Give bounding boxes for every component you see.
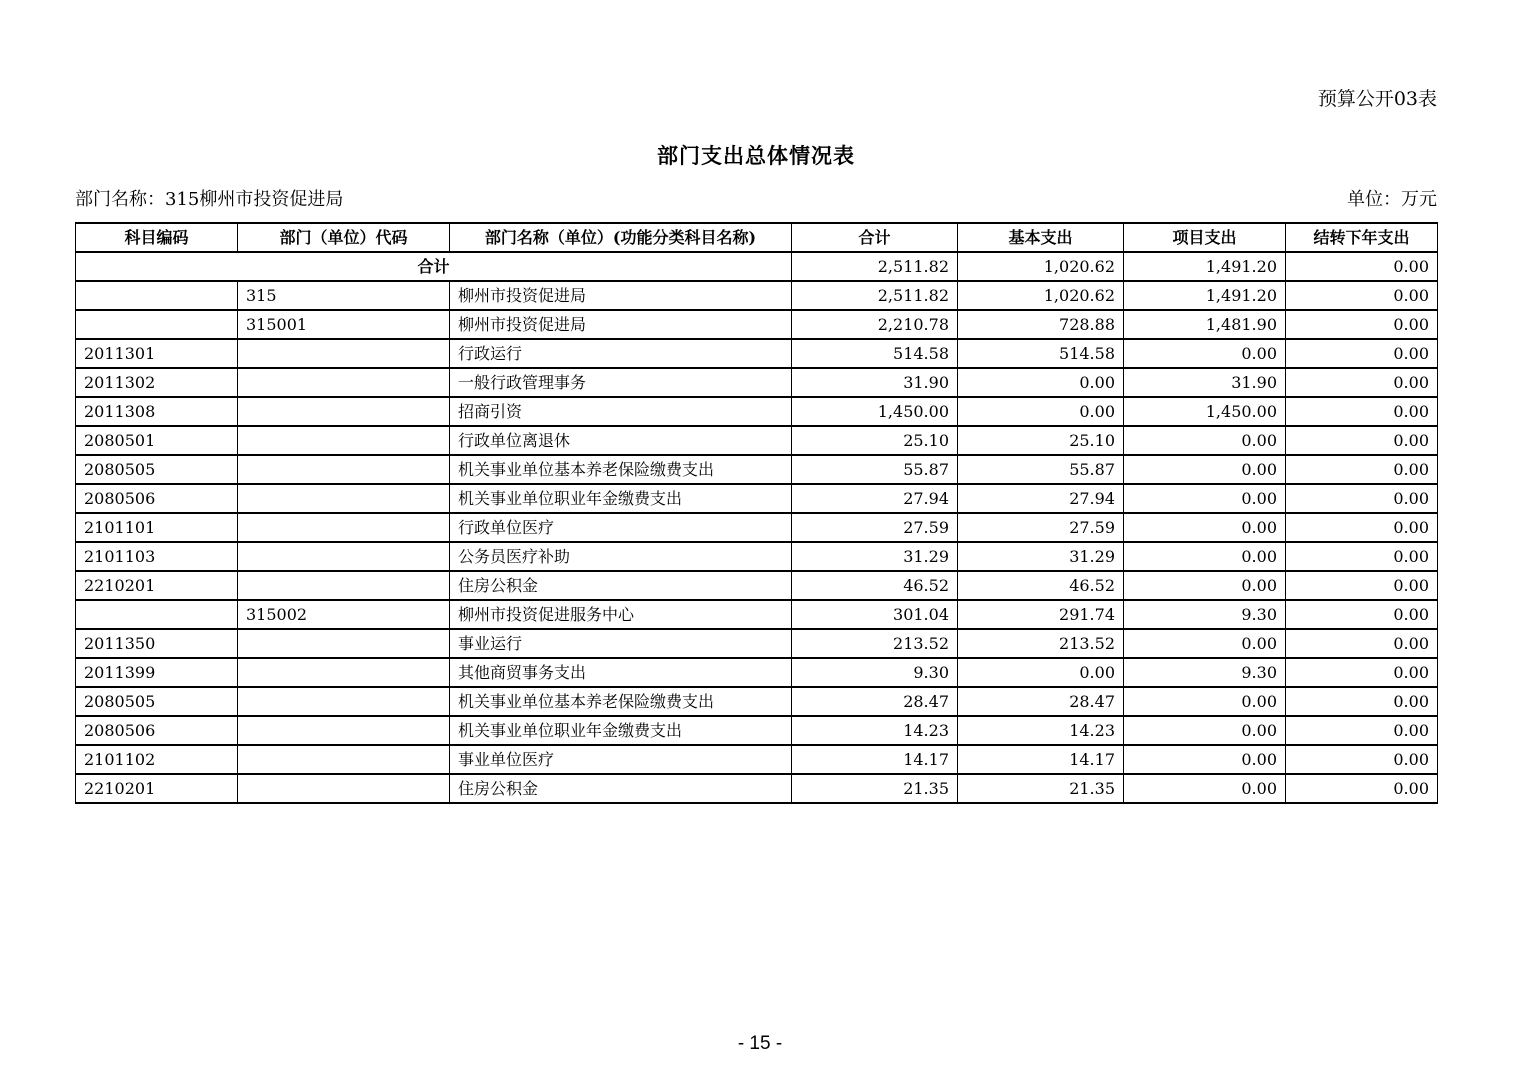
total-cell: 27.59: [792, 513, 958, 542]
col-header-project-expense: 项目支出: [1124, 223, 1286, 252]
subject-code-cell: 2080506: [76, 716, 238, 745]
total-cell: 31.90: [792, 368, 958, 397]
table-row: [76, 397, 1438, 426]
total-row: [76, 252, 1438, 281]
total-row-project-cell: 1,491.20: [1124, 252, 1286, 281]
total-cell: 25.10: [792, 426, 958, 455]
basic-expense-cell: 0.00: [958, 658, 1124, 687]
total-cell: 1,450.00: [792, 397, 958, 426]
dept-code-cell: [238, 658, 450, 687]
carryover-cell: 0.00: [1286, 310, 1438, 339]
subject-code-cell: 2210201: [76, 571, 238, 600]
dept-code-cell: [238, 745, 450, 774]
project-expense-cell: 31.90: [1124, 368, 1286, 397]
project-expense-cell: 1,450.00: [1124, 397, 1286, 426]
dept-code-cell: [238, 455, 450, 484]
basic-expense-cell: 27.94: [958, 484, 1124, 513]
carryover-cell: 0.00: [1286, 484, 1438, 513]
subject-code-cell: 2210201: [76, 774, 238, 803]
carryover-cell: 0.00: [1286, 397, 1438, 426]
form-number-label: 预算公开03表: [1317, 88, 1437, 110]
expenditure-table-body: [76, 252, 1438, 803]
basic-expense-cell: 728.88: [958, 310, 1124, 339]
carryover-cell: 0.00: [1286, 745, 1438, 774]
total-cell: 9.30: [792, 658, 958, 687]
basic-expense-cell: 0.00: [958, 397, 1124, 426]
dept-code-cell: [238, 339, 450, 368]
carryover-cell: 0.00: [1286, 281, 1438, 310]
dept-name-cell: 行政单位离退休: [450, 426, 792, 455]
project-expense-cell: 0.00: [1124, 542, 1286, 571]
total-cell: 514.58: [792, 339, 958, 368]
subject-code-cell: 2080505: [76, 455, 238, 484]
meta-row: [75, 188, 1437, 212]
dept-name-cell: 行政运行: [450, 339, 792, 368]
total-cell: 31.29: [792, 542, 958, 571]
project-expense-cell: 0.00: [1124, 484, 1286, 513]
dept-code-cell: [238, 774, 450, 803]
carryover-cell: 0.00: [1286, 687, 1438, 716]
col-header-dept-code: 部门（单位）代码: [238, 223, 450, 252]
table-row: [76, 368, 1438, 397]
carryover-cell: 0.00: [1286, 513, 1438, 542]
carryover-cell: 0.00: [1286, 774, 1438, 803]
table-row: [76, 426, 1438, 455]
dept-name-cell: 其他商贸事务支出: [450, 658, 792, 687]
subject-code-cell: 2080501: [76, 426, 238, 455]
table-row: [76, 629, 1438, 658]
page-title: 部门支出总体情况表: [657, 143, 855, 168]
dept-code-cell: 315001: [238, 310, 450, 339]
project-expense-cell: 9.30: [1124, 600, 1286, 629]
carryover-cell: 0.00: [1286, 629, 1438, 658]
carryover-cell: 0.00: [1286, 455, 1438, 484]
basic-expense-cell: 25.10: [958, 426, 1124, 455]
basic-expense-cell: 514.58: [958, 339, 1124, 368]
basic-expense-cell: 1,020.62: [958, 281, 1124, 310]
total-row-basic-cell: 1,020.62: [958, 252, 1124, 281]
basic-expense-cell: 14.17: [958, 745, 1124, 774]
subject-code-cell: [76, 281, 238, 310]
project-expense-cell: 1,481.90: [1124, 310, 1286, 339]
carryover-cell: 0.00: [1286, 658, 1438, 687]
total-row-carryover-cell: 0.00: [1286, 252, 1438, 281]
project-expense-cell: 0.00: [1124, 629, 1286, 658]
dept-name-cell: 事业单位医疗: [450, 745, 792, 774]
carryover-cell: 0.00: [1286, 368, 1438, 397]
basic-expense-cell: 291.74: [958, 600, 1124, 629]
total-cell: 21.35: [792, 774, 958, 803]
total-cell: 14.23: [792, 716, 958, 745]
project-expense-cell: 0.00: [1124, 745, 1286, 774]
dept-name-cell: 机关事业单位基本养老保险缴费支出: [450, 687, 792, 716]
project-expense-cell: 0.00: [1124, 455, 1286, 484]
project-expense-cell: 0.00: [1124, 687, 1286, 716]
basic-expense-cell: 14.23: [958, 716, 1124, 745]
dept-code-cell: [238, 716, 450, 745]
dept-code-cell: [238, 687, 450, 716]
dept-code-cell: [238, 397, 450, 426]
col-header-carryover: 结转下年支出: [1286, 223, 1438, 252]
col-header-dept-name: 部门名称（单位）(功能分类科目名称): [450, 223, 792, 252]
subject-code-cell: [76, 310, 238, 339]
subject-code-cell: 2011308: [76, 397, 238, 426]
dept-code-cell: [238, 426, 450, 455]
project-expense-cell: 0.00: [1124, 513, 1286, 542]
table-row: [76, 745, 1438, 774]
table-row: [76, 513, 1438, 542]
table-row: [76, 571, 1438, 600]
unit-label: 单位：万元: [1347, 189, 1437, 210]
total-row-total-cell: 2,511.82: [792, 252, 958, 281]
dept-name-cell: 机关事业单位职业年金缴费支出: [450, 484, 792, 513]
total-row-label: 合计: [76, 252, 792, 281]
dept-code-cell: [238, 368, 450, 397]
dept-code-cell: [238, 629, 450, 658]
project-expense-cell: 9.30: [1124, 658, 1286, 687]
subject-code-cell: 2011302: [76, 368, 238, 397]
table-row: [76, 774, 1438, 803]
dept-code-cell: 315002: [238, 600, 450, 629]
dept-name-cell: 行政单位医疗: [450, 513, 792, 542]
dept-name-cell: 柳州市投资促进服务中心: [450, 600, 792, 629]
basic-expense-cell: 28.47: [958, 687, 1124, 716]
project-expense-cell: 0.00: [1124, 774, 1286, 803]
total-cell: 2,511.82: [792, 281, 958, 310]
total-cell: 2,210.78: [792, 310, 958, 339]
subject-code-cell: 2080506: [76, 484, 238, 513]
dept-code-cell: [238, 571, 450, 600]
table-row: [76, 339, 1438, 368]
table-row: [76, 484, 1438, 513]
carryover-cell: 0.00: [1286, 426, 1438, 455]
dept-name-cell: 柳州市投资促进局: [450, 310, 792, 339]
page-number: - 15 -: [737, 1033, 783, 1054]
table-row: [76, 310, 1438, 339]
dept-name-cell: 住房公积金: [450, 571, 792, 600]
col-header-basic-expense: 基本支出: [958, 223, 1124, 252]
department-name-label: 部门名称：315柳州市投资促进局: [75, 189, 344, 210]
table-row: [76, 542, 1438, 571]
table-row: [76, 687, 1438, 716]
total-cell: 301.04: [792, 600, 958, 629]
total-cell: 28.47: [792, 687, 958, 716]
dept-name-cell: 招商引资: [450, 397, 792, 426]
subject-code-cell: [76, 600, 238, 629]
carryover-cell: 0.00: [1286, 571, 1438, 600]
project-expense-cell: 0.00: [1124, 426, 1286, 455]
dept-code-cell: 315: [238, 281, 450, 310]
subject-code-cell: 2101101: [76, 513, 238, 542]
basic-expense-cell: 0.00: [958, 368, 1124, 397]
total-cell: 27.94: [792, 484, 958, 513]
carryover-cell: 0.00: [1286, 542, 1438, 571]
expenditure-table: [75, 222, 1438, 804]
carryover-cell: 0.00: [1286, 600, 1438, 629]
carryover-cell: 0.00: [1286, 716, 1438, 745]
dept-name-cell: 一般行政管理事务: [450, 368, 792, 397]
basic-expense-cell: 27.59: [958, 513, 1124, 542]
table-row: [76, 281, 1438, 310]
dept-code-cell: [238, 484, 450, 513]
carryover-cell: 0.00: [1286, 339, 1438, 368]
subject-code-cell: 2011301: [76, 339, 238, 368]
project-expense-cell: 1,491.20: [1124, 281, 1286, 310]
basic-expense-cell: 31.29: [958, 542, 1124, 571]
table-row: [76, 716, 1438, 745]
table-header-row: [76, 223, 1438, 252]
dept-name-cell: 机关事业单位基本养老保险缴费支出: [450, 455, 792, 484]
subject-code-cell: 2101102: [76, 745, 238, 774]
dept-code-cell: [238, 542, 450, 571]
table-row: [76, 455, 1438, 484]
basic-expense-cell: 46.52: [958, 571, 1124, 600]
project-expense-cell: 0.00: [1124, 571, 1286, 600]
total-cell: 55.87: [792, 455, 958, 484]
dept-name-cell: 公务员医疗补助: [450, 542, 792, 571]
subject-code-cell: 2080505: [76, 687, 238, 716]
basic-expense-cell: 213.52: [958, 629, 1124, 658]
project-expense-cell: 0.00: [1124, 716, 1286, 745]
dept-code-cell: [238, 513, 450, 542]
project-expense-cell: 0.00: [1124, 339, 1286, 368]
col-header-subject-code: 科目编码: [76, 223, 238, 252]
dept-name-cell: 事业运行: [450, 629, 792, 658]
total-cell: 14.17: [792, 745, 958, 774]
basic-expense-cell: 21.35: [958, 774, 1124, 803]
table-row: [76, 600, 1438, 629]
dept-name-cell: 机关事业单位职业年金缴费支出: [450, 716, 792, 745]
subject-code-cell: 2011350: [76, 629, 238, 658]
dept-name-cell: 柳州市投资促进局: [450, 281, 792, 310]
subject-code-cell: 2101103: [76, 542, 238, 571]
subject-code-cell: 2011399: [76, 658, 238, 687]
total-cell: 46.52: [792, 571, 958, 600]
col-header-total: 合计: [792, 223, 958, 252]
table-row: [76, 658, 1438, 687]
dept-name-cell: 住房公积金: [450, 774, 792, 803]
basic-expense-cell: 55.87: [958, 455, 1124, 484]
total-cell: 213.52: [792, 629, 958, 658]
